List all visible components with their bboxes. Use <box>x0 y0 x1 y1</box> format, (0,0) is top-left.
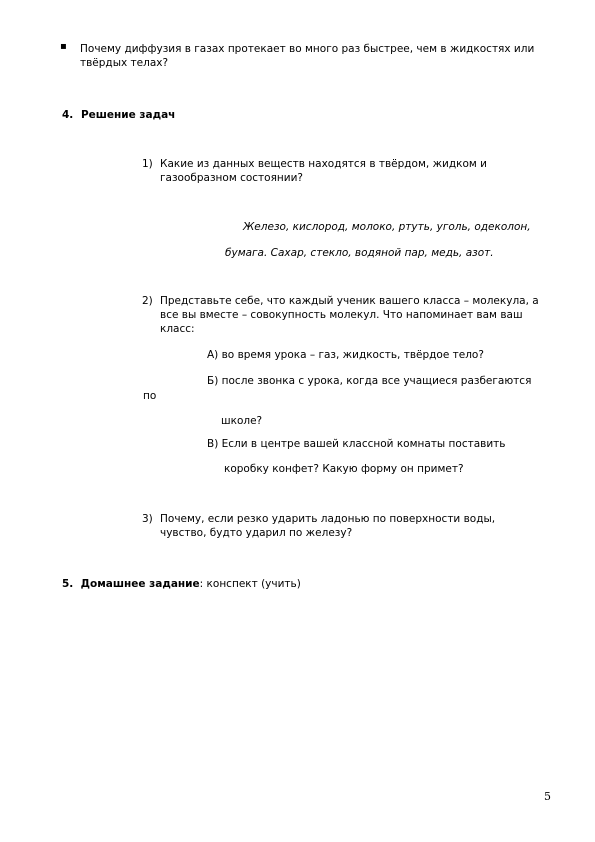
section-4-title: Решение задач <box>80 109 176 121</box>
bullet-question-text: Почему диффузия в газах протекает во много раз быстрее, чем в жидкостях или твёрдых телах? <box>80 43 535 70</box>
page-number: 5 <box>544 790 551 803</box>
section-4-heading <box>62 108 175 122</box>
task-2-option-b-line-2: школе? <box>221 415 263 427</box>
section-5-line <box>62 577 301 591</box>
task-1-substances-line-2: бумага. Сахар, стекло, водяной пар, медь, азот. <box>225 247 494 259</box>
task-2-option-c-line-2: коробку конфет? Какую форму он примет? <box>224 463 464 475</box>
task-2-option-b-wrap: по <box>143 390 157 402</box>
task-3-number: 3) <box>142 513 153 525</box>
section-5-title: Домашнее задание <box>80 578 200 590</box>
task-2-option-b-line-1: Б) после звонка с урока, когда все учащиеся разбегаются <box>207 375 532 387</box>
section-4-number: 4. <box>62 109 74 121</box>
task-1-number: 1) <box>142 158 153 170</box>
section-5-rest: : конспект (учить) <box>199 578 301 590</box>
task-1-substances-line-1: Железо, кислород, молоко, ртуть, уголь, одеколон, <box>243 221 531 233</box>
task-2-number: 2) <box>142 295 153 307</box>
task-3-text: Почему, если резко ударить ладонью по поверхности воды, чувство, будто ударил по железу? <box>160 513 496 540</box>
bullet-marker: ▪ <box>60 41 67 52</box>
task-2-option-c-line-1: В) Если в центре вашей классной комнаты поставить <box>207 438 506 450</box>
section-5-number: 5. <box>62 578 74 590</box>
task-1-text: Какие из данных веществ находятся в твёрдом, жидком и газообразном состоянии? <box>160 158 487 185</box>
task-2-text: Представьте себе, что каждый ученик вашего класса – молекула, а все вы вместе – совокупность молекул. Что напоминает вам ваш класс: <box>160 295 539 336</box>
task-2-option-a: А) во время урока – газ, жидкость, твёрдое тело? <box>207 349 484 361</box>
